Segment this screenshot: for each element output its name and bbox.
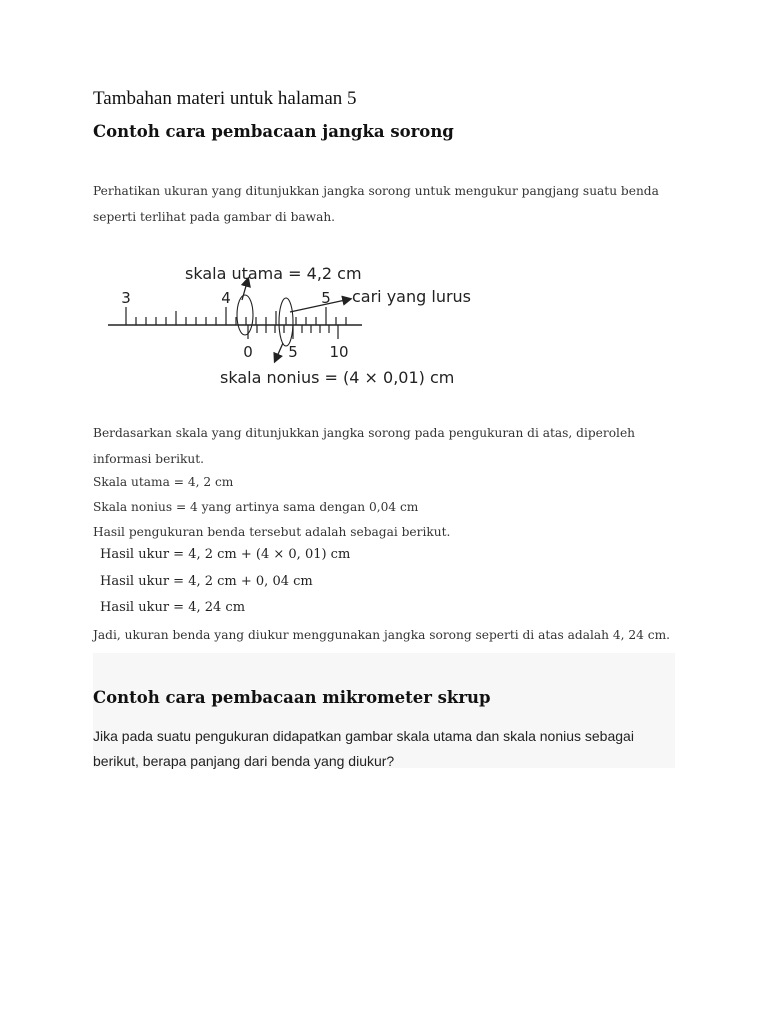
label-straight-line: cari yang lurus	[352, 287, 472, 306]
intro-paragraph: Perhatikan ukuran yang ditunjukkan jangka sorong untuk mengukur pangjang suatu benda seperti terlihat pada gambar di bawah.	[93, 184, 659, 224]
equation-2: Hasil ukur = 4, 2 cm + 0, 04 cm	[100, 574, 313, 589]
main-scale-line: Skala utama = 4, 2 cm	[93, 475, 234, 489]
label-main-scale: skala utama = 4,2 cm	[185, 264, 362, 283]
result-intro-line: Hasil pengukuran benda tersebut adalah sebagai berikut.	[93, 525, 451, 539]
info-paragraph: Berdasarkan skala yang ditunjukkan jangka sorong pada pengukuran di atas, diperoleh informasi berikut.	[93, 426, 636, 466]
vernier-scale-line: Skala nonius = 4 yang artinya sama dengan 0,04 cm	[93, 500, 419, 514]
page-title: Tambahan materi untuk halaman 5	[93, 88, 357, 109]
main-tick-label: 5	[321, 289, 331, 307]
label-vernier-scale: skala nonius = (4 × 0,01) cm	[220, 368, 455, 387]
vernier-tick-label: 5	[288, 343, 298, 361]
arrow-vernier	[275, 343, 283, 361]
conclusion-line: Jadi, ukuran benda yang diukur menggunakan jangka sorong seperti di atas adalah 4, 24 cm.	[93, 628, 670, 642]
vernier-tick-label: 10	[329, 343, 349, 361]
equation-3: Hasil ukur = 4, 24 cm	[100, 600, 246, 615]
mikrometer-question: Jika pada suatu pengukuran didapatkan gambar skala utama dan skala nonius sebagai berikut, berapa panjang dari benda yang diukur?	[93, 728, 634, 769]
main-tick-label: 3	[121, 289, 131, 307]
equation-1: Hasil ukur = 4, 2 cm + (4 × 0, 01) cm	[100, 547, 351, 562]
vernier-caliper-figure	[100, 255, 480, 395]
main-scale-ellipse	[237, 295, 253, 335]
section-title-jangka-sorong: Contoh cara pembacaan jangka sorong	[93, 122, 454, 141]
vernier-tick-label: 0	[243, 343, 253, 361]
arrow-straight-line	[290, 299, 350, 312]
main-scale-ticks	[126, 307, 346, 325]
main-tick-label: 4	[221, 289, 231, 307]
section-title-mikrometer: Contoh cara pembacaan mikrometer skrup	[93, 688, 491, 707]
